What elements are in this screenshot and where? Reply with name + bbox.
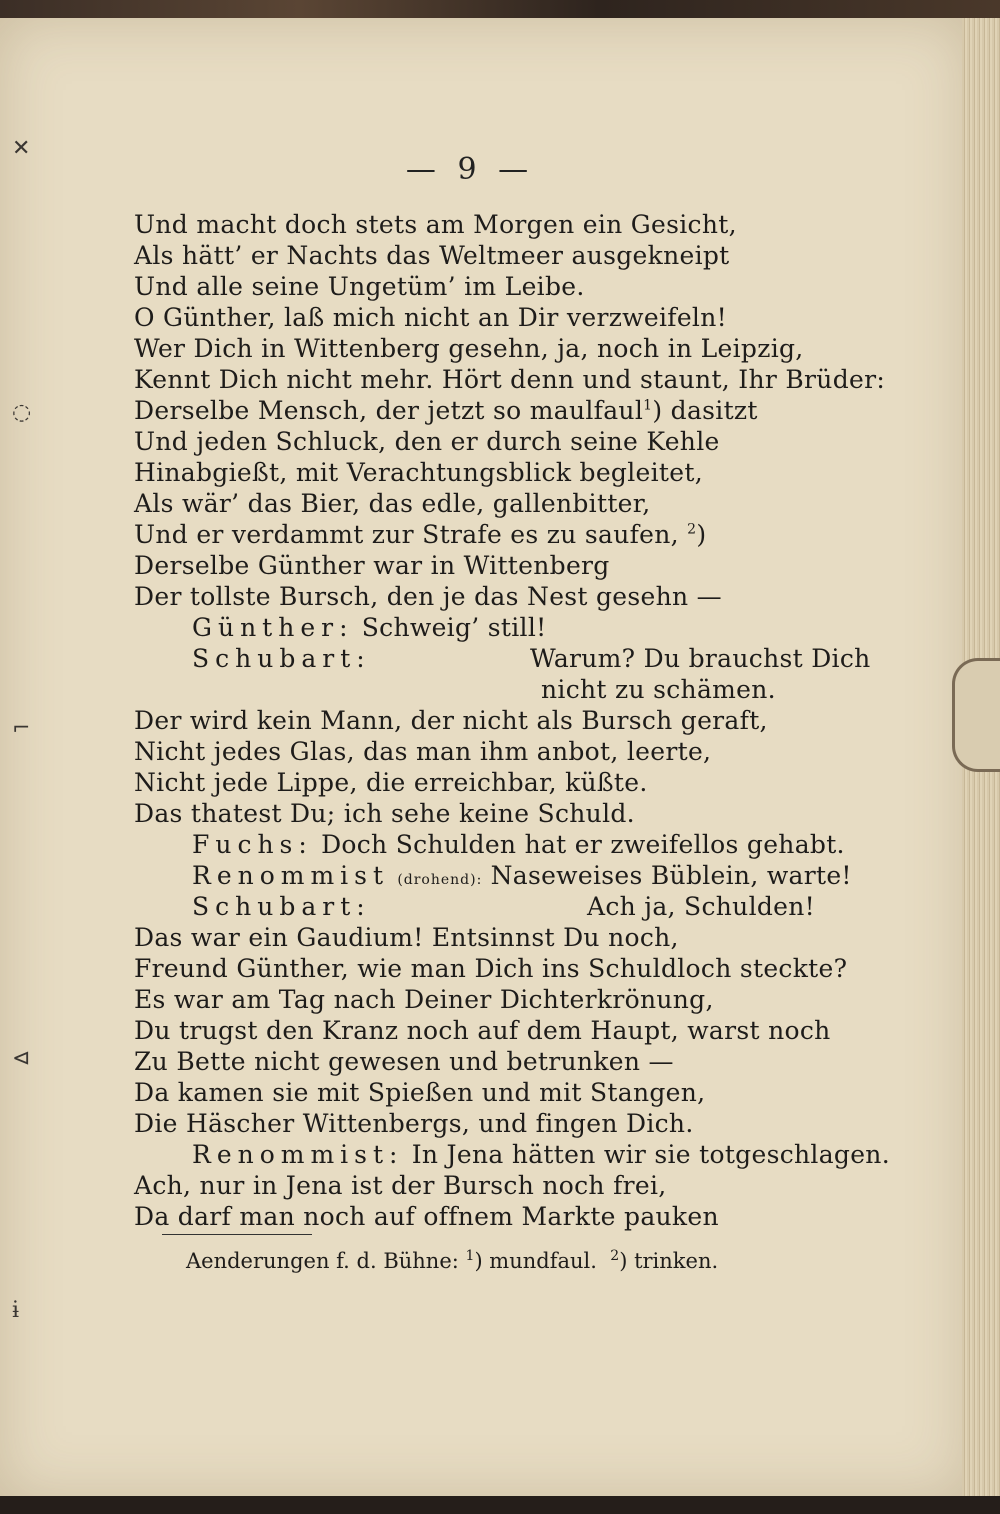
footnote: Aenderungen f. d. Bühne: $^1$) mundfaul. $^2$) trinken. [186,1248,719,1273]
verse-line: Als hätt’ er Nachts das Weltmeer ausgekneipt [134,241,730,270]
verse-line: Derselbe Günther war in Wittenberg [134,551,610,580]
page-number: — 9 — [405,152,535,187]
verse-line: Kennt Dich nicht mehr. Hört denn und staunt, Ihr Brüder: [134,365,886,394]
verse-line: Da kamen sie mit Spießen und mit Stangen, [134,1078,706,1107]
verse-line: Da darf man noch auf offnem Markte pauken [134,1202,719,1231]
speaker-name: Günther: [192,613,354,642]
footnote-ref: 2 [687,521,697,538]
verse-line: Nicht jede Lippe, die erreichbar, küßte. [134,768,648,797]
stage-direction: (drohend): [397,872,483,888]
verse-line: Das thatest Du; ich sehe keine Schuld. [134,799,635,828]
verse-line: Nicht jedes Glas, das man ihm anbot, leerte, [134,737,712,766]
margin-mark: ɨ [12,1298,20,1323]
verse-line: Und jeden Schluck, den er durch seine Kehle [134,427,720,456]
margin-mark: ◌ [12,400,32,425]
verse-line: Es war am Tag nach Deiner Dichterkrönung, [134,985,714,1014]
speaker-name: Renommist: [192,1140,404,1169]
dialogue-line: Günther: Schweig’ still! [192,613,547,642]
dialogue-line: Fuchs: Doch Schulden hat er zweifellos gehabt. [192,830,845,859]
speaker-name: Renommist [192,861,390,890]
verse-line: Hinabgießt, mit Verachtungsblick begleitet, [134,458,703,487]
dialogue-line: Renommist (drohend): Naseweises Büblein, warte! [192,861,852,890]
margin-mark: ✕ [12,136,31,161]
dialogue-line: Renommist: In Jena hätten wir sie totgeschlagen. [192,1140,890,1169]
footnote-ref: 1 [643,397,653,414]
dialogue-line: Schubart: Ach ja, Schulden! [192,892,816,921]
verse-line: Du trugst den Kranz noch auf dem Haupt, warst noch [134,1016,831,1045]
margin-mark: ⊲ [12,1046,31,1071]
verse-line: Wer Dich in Wittenberg gesehn, ja, noch in Leipzig, [134,334,804,363]
verse-line: Und er verdammt zur Strafe es zu saufen, $^2$) [134,520,707,549]
dialogue-line: Schubart: Warum? Du brauchst Dich [192,644,871,673]
verse-line: Das war ein Gaudium! Entsinnst Du noch, [134,923,679,952]
verse-line: Und alle seine Ungetüm’ im Leibe. [134,272,585,301]
footnote-rule [162,1234,312,1235]
verse-line: Der tollste Bursch, den je das Nest gesehn — [134,582,722,611]
verse-line: Derselbe Mensch, der jetzt so maulfaul$^1$) dasitzt [134,396,758,425]
verse-line: Freund Günther, wie man Dich ins Schuldloch steckte? [134,954,848,983]
verse-line: Der wird kein Mann, der nicht als Bursch geraft, [134,706,768,735]
verse-line: Zu Bette nicht gewesen und betrunken — [134,1047,674,1076]
verse-line: O Günther, laß mich nicht an Dir verzweifeln! [134,303,727,332]
speaker-name: Schubart: [192,644,371,673]
speaker-name: Schubart: [192,892,371,921]
verse-line: nicht zu schämen. [541,675,776,704]
verse-line: Als wär’ das Bier, das edle, gallenbitter, [134,489,651,518]
page-tab [952,658,1000,772]
verse-line: Die Häscher Wittenbergs, und fingen Dich. [134,1109,694,1138]
verse-line: Ach, nur in Jena ist der Bursch noch frei, [134,1171,667,1200]
margin-mark: ⌐ [12,716,31,741]
book-bottom [0,1496,1000,1514]
verse-line: Und macht doch stets am Morgen ein Gesicht, [134,210,737,239]
speaker-name: Fuchs: [192,830,313,859]
